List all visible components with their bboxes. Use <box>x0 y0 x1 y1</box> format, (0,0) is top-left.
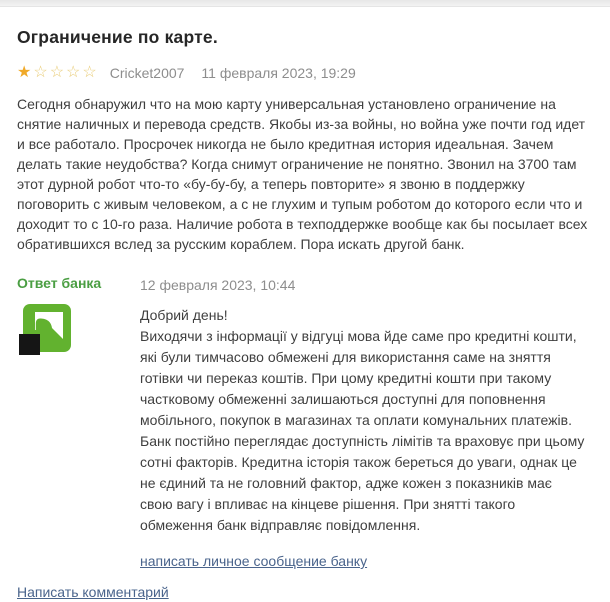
bank-reply-paragraph: Банк постійно переглядає доступність лімітів та враховує при цьому сотні факторів. Кредитна історія також береться до уваги, однак це не єдиний та не головний фактор, адже кожен з показників має свою вагу і впливає на кінцеве рішення. При знятті такого обмеження банк відправляє повідомлення. <box>140 433 585 533</box>
review-page <box>0 7 610 602</box>
write-private-message-link[interactable]: написать личное сообщение банку <box>140 553 368 569</box>
star-empty-icon: ☆ <box>49 64 65 81</box>
bank-reply-left-column <box>17 273 140 572</box>
logo-black-square <box>19 334 40 355</box>
top-divider-strip <box>0 0 610 7</box>
rating-stars <box>17 65 99 81</box>
star-empty-icon: ☆ <box>66 64 81 81</box>
star-empty-icon: ☆ <box>33 64 48 81</box>
star-filled-icon: ★ <box>17 64 32 81</box>
bank-reply-label: Ответ банка <box>17 275 102 291</box>
write-comment-link[interactable]: Написать комментарий <box>17 584 169 600</box>
review-text: Сегодня обнаружил что на мою карту универсальная установлено ограничение на снятие наличных и перевода средств. Якобы из-за войны, но война уже почти год идет и все работало. Просрочек никогда не было кредитная история идеальная. Зачем делать такие неудобства? Когда снимут ограничение не понятно. Звонил на 3700 там этот дурной робот что-то «бу-бу-бу, а теперь повторите» я звоню в поддержку поговорить с живым человеком, а с не глухим и тупым роботом до которого если что и доходит то с 10-го раза. Наличие робота в техподдержке вообще как бы посылает всех обратившихся вслед за русским кораблем. Пора искать другой банк. <box>17 96 588 252</box>
page-title: Ограничение по карте. <box>17 27 218 47</box>
bank-reply-text <box>140 305 585 536</box>
privatbank-logo-icon <box>17 304 97 357</box>
bank-reply-date: 12 февраля 2023, 10:44 <box>140 277 296 293</box>
star-empty-icon: ☆ <box>82 64 97 81</box>
review-date: 11 февраля 2023, 19:29 <box>201 65 356 81</box>
bank-reply-right-column <box>140 273 585 572</box>
bank-reply-block <box>17 273 593 572</box>
review-meta-row <box>17 65 593 81</box>
review-author: Cricket2007 <box>109 65 185 81</box>
bank-reply-paragraph: Добрий день! <box>140 307 228 323</box>
bank-reply-paragraph: Виходячи з інформації у відгуці мова йде саме про кредитні кошти, які були тимчасово обмежені для використання саме на зняття готівки чи переказ коштів. При цому кредитні кошти при такому частковому обмеженні залишаються доступні для поповнення мобільного, покупок в магазинах та оплати комунальних платежів. <box>140 328 577 428</box>
